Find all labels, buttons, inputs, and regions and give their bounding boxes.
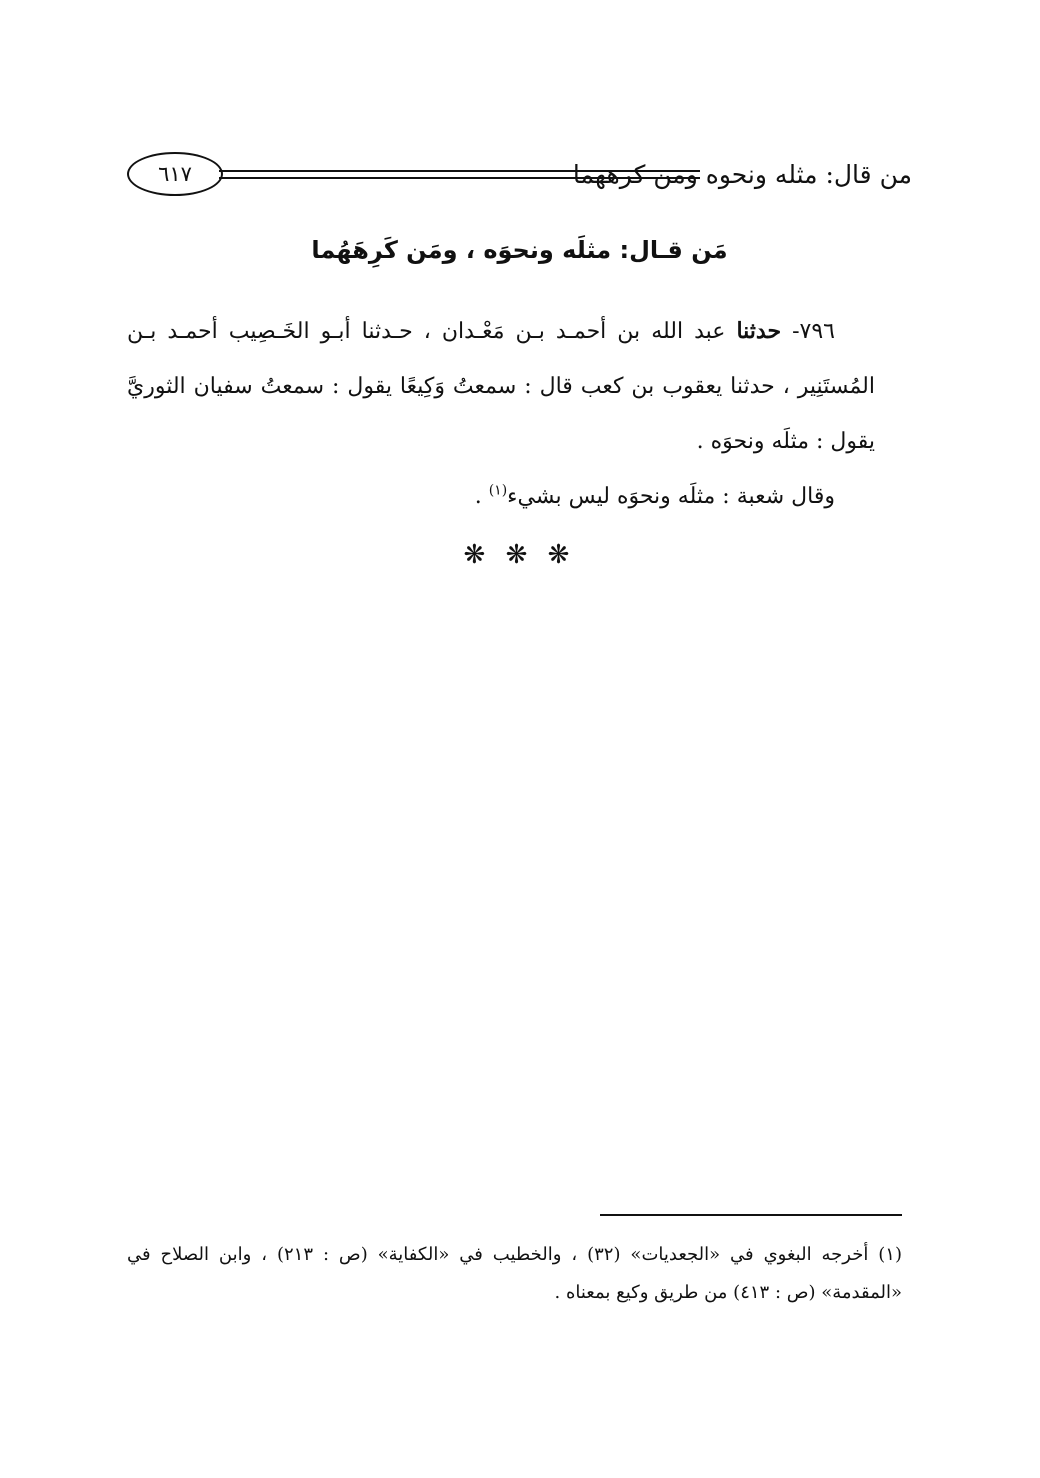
hadith-text: عبد الله بن أحمـد بـن مَعْـدان ، حـدثنا أبـو الخَـصِيب أحمـد بـن المُستَنِير ، حدثنا يعقوب بن كعب قال : سمعتُ وَكِيعًا يقول : سمعتُ سفيان الثوريَّ يقول : مثلَه ونحوَه . — [127, 319, 875, 454]
running-title: من قال: مثله ونحوه ومن كرههما — [572, 160, 912, 189]
chapter-title: مَن قـال: مثلَه ونحوَه ، ومَن كَرِهَهُما — [311, 236, 728, 264]
page-number: ٦١٧ — [158, 162, 192, 186]
section-separator: ❋ ❋ ❋ — [463, 540, 576, 570]
header-double-rule — [219, 170, 700, 179]
running-header — [127, 150, 912, 206]
shuba-text: وقال شعبة : مثلَه ونحوَه ليس بشيء — [507, 484, 835, 509]
hadith-keyword: حدثنا — [736, 318, 782, 344]
hadith-paragraph — [127, 304, 875, 469]
footnote-marker: (١) — [488, 482, 508, 499]
footnote-1: (١) أخرجه البغوي في «الجعديات» (٣٢) ، والخطيب في «الكفاية» (ص : ٢١٣) ، وابن الصلاح في «المقدمة» (ص : ٤١٣) من طريق وكيع بمعناه . — [127, 1244, 902, 1303]
shuba-text-end: . — [474, 484, 489, 509]
shuba-paragraph — [127, 469, 875, 524]
footnotes — [127, 1236, 902, 1312]
main-text — [127, 304, 875, 524]
hadith-separator: - — [781, 319, 800, 344]
footnote-divider — [600, 1214, 902, 1216]
hadith-number: ٧٩٦ — [799, 319, 835, 344]
page-number-badge — [127, 152, 223, 196]
